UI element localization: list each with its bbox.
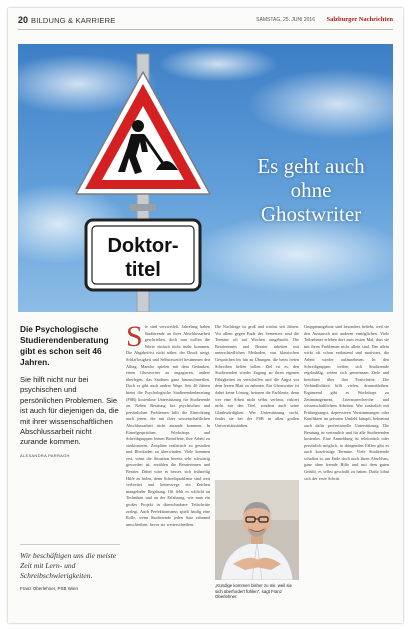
sign-text-line1: Doktor- xyxy=(107,235,179,257)
issue-date: SAMSTAG, 25. JUNI 2016 xyxy=(256,17,315,23)
page-number: 20 xyxy=(18,15,29,25)
section-title: BILDUNG & KARRIERE xyxy=(31,16,116,25)
photo-caption: „Kündige kommen bisher zu mir, weil sie sich überfordert fühlen", sagt Franz Oberlehner. xyxy=(215,583,292,600)
hero-image xyxy=(18,44,393,312)
lead-text: Die Psychologische Studierendenberatung gibt es schon seit 46 Jahren. xyxy=(20,324,109,367)
quote-text: Wir beschäftigen uns die meiste Zeit mit Lern- und Schreibschwierigkeiten. xyxy=(20,551,117,581)
newspaper-page xyxy=(8,8,403,623)
article-intro xyxy=(20,324,120,458)
drop-cap: S xyxy=(126,324,143,353)
headline-line3: Ghostwriter xyxy=(260,202,362,226)
article-column-3 xyxy=(304,324,389,614)
portrait-photo xyxy=(215,480,299,580)
newspaper-logo: Salzburger Nachrichten xyxy=(326,16,393,23)
article-column-2 xyxy=(215,324,299,474)
pull-quote xyxy=(20,544,120,591)
headline-line1: Es geht auch xyxy=(257,154,365,178)
portrait-image xyxy=(215,480,299,580)
column-1-text: ie sind verzweifelt. Jahrelang haben Studierende an ihrer Abschlussarbeit geschrieben, doch nun wollen die Worte einfach nicht mehr kommen. Die Abgabefrist rückt näher, der Druck steigt, Schlaflosigkeit und Selbstzweifel bestimmen den Alltag. Manche spielen mit dem Gedanken, einen Ghostwriter zu engagieren, andere überlegen, das Studium ganz hinzuschmeißen. Doch es gibt auch andere Wege. Seit 46 Jahren bietet die Psychologische Studierendenberatung (PSB) kostenlose Unterstützung für Studierende an. Neben Beratung bei psychischen und persönlichen Problemen hilft die Einrichtung auch jenen, die mit ihrer wissenschaftlichen Abschlussarbeit nicht zurande kommen. In Einzelgesprächen, Workshops und Schreibgruppen lernen Betroffene, ihre Arbeit zu strukturieren, Zeitpläne realistisch zu gestalten und Blockaden zu überwinden. Viele kommen erst, wenn die Situation bereits sehr schwierig geworden ist, erzählen die Beraterinnen und Berater. Dabei wäre es besser, sich frühzeitig Hilfe zu holen, denn Schreibprobleme sind weit verbreitet und keineswegs ein Zeichen mangelnder Begabung. Oft fehlt es schlicht an Techniken und an der Erfahrung, wie man ein großes Projekt in überschaubare Teilschritte zerlegt. Auch Perfektionismus spielt häufig eine Rolle, wenn Studierende jeden Satz zehnmal umschreiben, bevor sie weiterschreiben. xyxy=(126,324,210,527)
article-column-1 xyxy=(126,324,210,614)
intro-text: Sie hilft nicht nur bei psychischen und persönlichen Problemen. Sie ist auch für diejenigen da, die mit ihrer wissenschaftlichen Abschlussarbeit nicht zurande kommen. xyxy=(20,375,119,447)
column-2-text: Die Nachfrage ist groß und wächst seit Jahren. Vor allem gegen Ende des Semesters sind die Termine oft auf Wochen ausgebucht. Die Beraterinnen und Berater arbeiten mit unterschiedlichen Methoden, von klassischen Gesprächen bis hin zu Übungen, die beim freien Schreiben helfen sollen. Ziel ist es, den Studierenden wieder Zugang zu ihren eigenen Fähigkeiten zu verschaffen und die Angst vor dem leeren Blatt zu nehmen. Ein Ghostwriter ist dabei keine Lösung, betonen die Fachleute, denn wer eine Arbeit nicht selbst verfasst, riskiert nicht nur den Titel, sondern auch seine Glaubwürdigkeit. Wer Unterstützung sucht, findet sie bei der PSB in allen großen Universitätsstädten. xyxy=(215,324,299,428)
author-name: ALEXANDRA PARRAGH xyxy=(20,452,70,458)
page-header xyxy=(18,15,393,30)
column-3-text: Gruppenangebote sind besonders beliebt, weil sie den Austausch mit anderen ermöglichen. Viele Teilnehmer erleben dort zum ersten Mal, dass sie mit ihren Problemen nicht allein sind. Das allein wirkt oft schon entlastend und motiviert, die Arbeit wieder aufzunehmen. In den Schreibgruppen treffen sich Studierende regelmäßig, setzen sich gemeinsam Ziele und berichten über ihre Fortschritte. Die Verbindlichkeit hilft vielen, dranzubleiben. Ergänzend gibt es Workshops zu Zeitmanagement, Literaturrecherche und wissenschaftlichem Arbeiten. Wer zusätzlich mit Prüfungsangst, depressiven Verstimmungen oder Konflikten im privaten Umfeld kämpft, bekommt auch dafür professionelle Unterstützung. Die Beratung ist vertraulich und für alle Studierenden kostenlos. Eine Anmeldung ist telefonisch oder persönlich möglich, in dringenden Fällen gibt es auch kurzfristige Termine. Viele Studierende schaffen so am Ende doch noch ihren Abschluss, ganz ohne fremde Hilfe und mit dem guten Gefühl, es selbst geschafft zu haben. Dafür lohnt sich der erste Schritt. xyxy=(304,324,389,481)
headline-line2: ohne xyxy=(290,178,332,202)
quote-author: Franz Oberlehner, PSB Wien xyxy=(20,585,79,591)
headline xyxy=(236,154,386,226)
sign-text-line2: titel xyxy=(125,259,161,281)
